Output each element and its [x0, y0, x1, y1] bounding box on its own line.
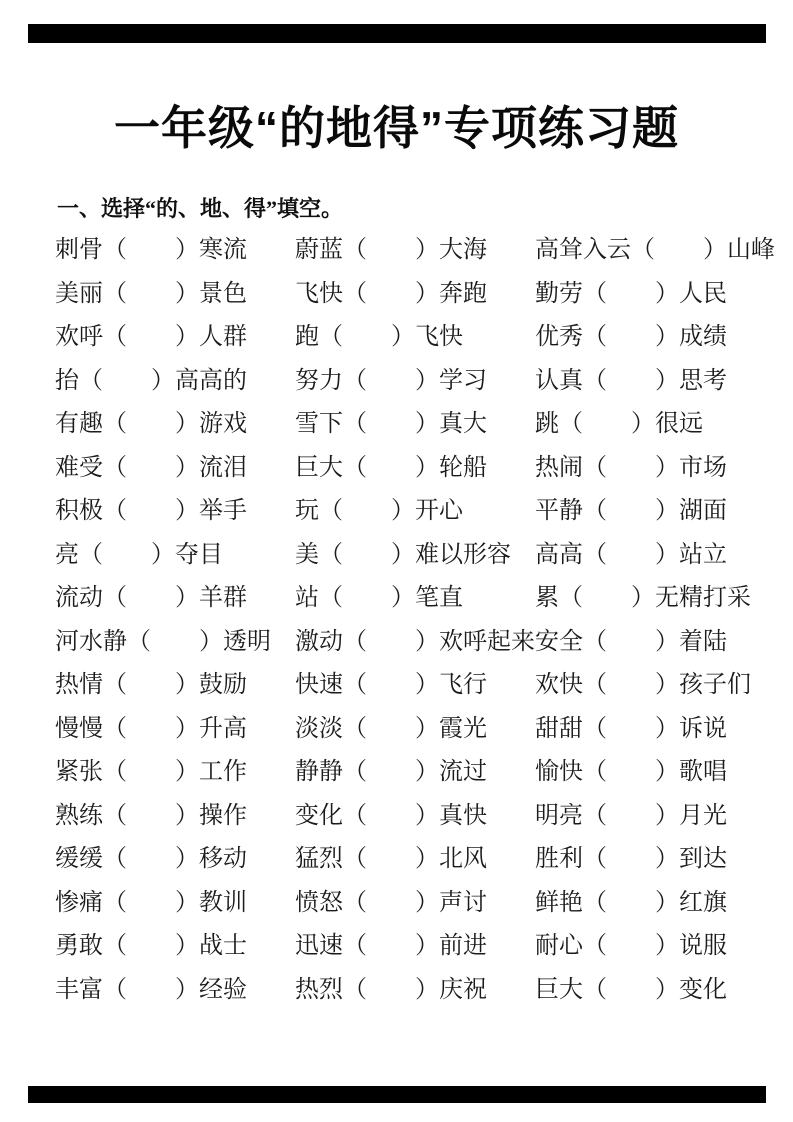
- exercise-item: 熟练（ ）操作: [55, 802, 247, 829]
- exercise-item: 猛烈（ ）北风: [295, 846, 487, 872]
- exercise-item: 变化（ ）真快: [295, 802, 487, 829]
- exercise-row: [55, 577, 765, 621]
- exercise-item: 热闹（ ）市场: [535, 454, 727, 481]
- exercise-item: 丰富（ ）经验: [55, 976, 247, 1003]
- exercise-item: 愤怒（ ）声讨: [295, 889, 487, 916]
- exercise-item: 热烈（ ）庆祝: [295, 976, 487, 1003]
- exercise-item: 美（ ）难以形容: [295, 541, 511, 568]
- exercise-item: 巨大（ ）轮船: [295, 454, 487, 481]
- page-title: 一年级“的地得”专项练习题: [114, 102, 679, 154]
- exercise-item: 明亮（ ）月光: [535, 802, 727, 829]
- exercise-row: [55, 882, 765, 926]
- exercise-row: [55, 403, 765, 447]
- exercise-item: 热情（ ）鼓励: [55, 672, 247, 698]
- exercise-item: 巨大（ ）变化: [535, 976, 727, 1003]
- exercise-item: 耐心（ ）说服: [535, 933, 727, 959]
- exercise-item: 安全（ ）着陆: [535, 628, 727, 655]
- exercise-item: 刺骨（ ）寒流: [55, 237, 247, 263]
- exercise-item: 河水静（ ）透明: [55, 628, 271, 655]
- exercise-grid: [55, 229, 775, 1012]
- exercise-item: 淡淡（ ）霞光: [295, 715, 487, 742]
- exercise-row: [55, 795, 765, 839]
- exercise-row: [55, 838, 765, 882]
- exercise-item: 高高（ ）站立: [535, 541, 727, 568]
- exercise-item: 平静（ ）湖面: [535, 498, 727, 524]
- exercise-item: 胜利（ ）到达: [535, 846, 727, 872]
- exercise-item: 跳（ ）很远: [535, 411, 703, 437]
- exercise-item: 慢慢（ ）升高: [55, 715, 247, 742]
- exercise-item: 愉快（ ）歌唱: [535, 759, 727, 785]
- exercise-item: 迅速（ ）前进: [295, 933, 487, 959]
- exercise-item: 有趣（ ）游戏: [55, 411, 247, 437]
- exercise-item: 雪下（ ）真大: [295, 411, 487, 437]
- exercise-item: 努力（ ）学习: [295, 367, 487, 394]
- exercise-item: 勇敢（ ）战士: [55, 933, 247, 959]
- top-rule: [28, 24, 766, 43]
- exercise-item: 紧张（ ）工作: [55, 759, 247, 785]
- exercise-item: 飞快（ ）奔跑: [295, 280, 487, 307]
- exercise-row: [55, 229, 775, 273]
- exercise-item: 甜甜（ ）诉说: [535, 715, 727, 742]
- exercise-item: 美丽（ ）景色: [55, 280, 247, 307]
- exercise-item: 勤劳（ ）人民: [535, 280, 727, 307]
- exercise-row: [55, 273, 765, 317]
- exercise-item: 缓缓（ ）移动: [55, 846, 247, 872]
- exercise-item: 玩（ ）开心: [295, 498, 463, 524]
- exercise-item: 欢快（ ）孩子们: [535, 672, 751, 698]
- exercise-row: [55, 621, 765, 665]
- exercise-item: 积极（ ）举手: [55, 498, 247, 524]
- exercise-item: 流动（ ）羊群: [55, 585, 247, 611]
- exercise-item: 静静（ ）流过: [295, 759, 487, 785]
- exercise-item: 优秀（ ）成绩: [535, 324, 727, 350]
- exercise-item: 快速（ ）飞行: [295, 672, 487, 698]
- exercise-item: 激动（ ）欢呼起来: [295, 628, 535, 655]
- section-heading: 一、选择“的、地、得”填空。: [57, 196, 344, 221]
- exercise-item: 惨痛（ ）教训: [55, 889, 247, 916]
- exercise-row: [55, 360, 765, 404]
- exercise-item: 跑（ ）飞快: [295, 324, 463, 350]
- exercise-item: 亮（ ）夺目: [55, 541, 223, 568]
- exercise-row: [55, 751, 765, 795]
- exercise-row: [55, 925, 765, 969]
- bottom-rule: [28, 1086, 766, 1103]
- exercise-row: [55, 534, 765, 578]
- exercise-item: 认真（ ）思考: [535, 367, 727, 394]
- exercise-row: [55, 708, 765, 752]
- exercise-item: 累（ ）无精打采: [535, 585, 751, 611]
- exercise-row: [55, 969, 765, 1013]
- exercise-row: [55, 664, 765, 708]
- exercise-item: 欢呼（ ）人群: [55, 324, 247, 350]
- exercise-item: 站（ ）笔直: [295, 585, 463, 611]
- exercise-row: [55, 447, 765, 491]
- exercise-item: 蔚蓝（ ）大海: [295, 237, 487, 263]
- exercise-item: 鲜艳（ ）红旗: [535, 889, 727, 916]
- exercise-row: [55, 490, 765, 534]
- exercise-row: [55, 316, 765, 360]
- exercise-item: 难受（ ）流泪: [55, 454, 247, 481]
- exercise-item: 高耸入云（ ）山峰: [535, 237, 775, 263]
- exercise-item: 抬（ ）高高的: [55, 367, 247, 394]
